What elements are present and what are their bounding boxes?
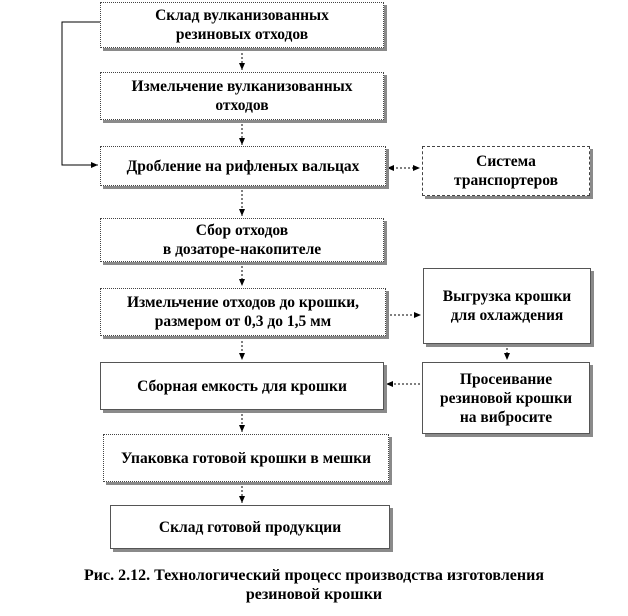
box-sbor: Сбор отходов в дозаторе-накопителе: [100, 218, 384, 262]
figure-caption: Рис. 2.12. Технологический процесс производства изготовления резиновой крошки: [83, 567, 544, 603]
box-sistema: Система транспортеров: [422, 146, 590, 196]
box-sklad-produktsii: Склад готовой продукции: [110, 505, 390, 549]
box-izmelchenie-kroshka: Измельчение отходов до крошки, размером от 0,3 до 1,5 мм: [100, 288, 386, 336]
box-upakovka: Упаковка готовой крошки в мешки: [103, 434, 389, 482]
box-proseivanie: Просеивание резиновой крошки на вибросите: [422, 362, 590, 434]
box-vygruzka: Выгрузка крошки для охлаждения: [423, 268, 591, 344]
box-sklad-otkhodov: Склад вулканизованных резиновых отходов: [100, 2, 384, 48]
loop-arrow: [62, 22, 100, 165]
box-droblenie: Дробление на рифленых вальцах: [100, 146, 386, 186]
box-izmelchenie: Измельчение вулканизованных отходов: [100, 72, 384, 120]
box-sbornaya: Сборная емкость для крошки: [100, 362, 384, 410]
